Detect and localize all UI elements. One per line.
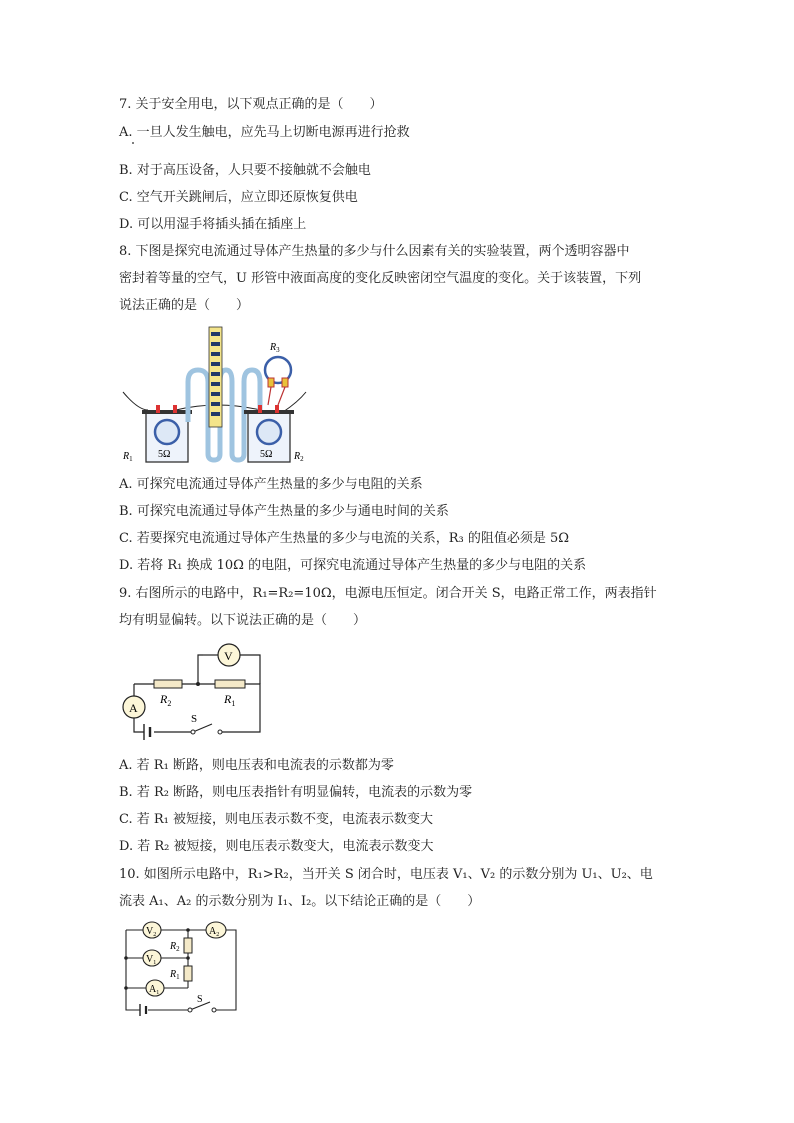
label-r2: $R_2$: [294, 451, 304, 463]
right-resistance-label: 5Ω: [260, 449, 273, 460]
left-terminal-2: [173, 405, 177, 413]
label-r2: $R_2$: [160, 692, 172, 708]
label-r1: $R_1$: [123, 451, 133, 463]
r3-terminal-1: [268, 378, 274, 387]
stray-dot: [132, 142, 134, 144]
r2-resistor: [184, 938, 192, 953]
v2-label: $V_2$: [146, 926, 157, 938]
left-resistance-label: 5Ω: [158, 449, 171, 460]
r3-lead-2: [278, 387, 285, 405]
a1-label: $A_1$: [149, 984, 160, 996]
right-lid: [244, 410, 294, 414]
q8-option-a[interactable]: A. 可探究电流通过导体产生热量的多少与电阻的关系: [119, 477, 423, 492]
right-terminal-1: [258, 405, 262, 413]
q8-stem-line1: 8. 下图是探究电流通过导体产生热量的多少与什么因素有关的实验装置，两个透明容器中: [119, 244, 630, 259]
r1-resistor: [184, 966, 192, 981]
q9-option-a[interactable]: A. 若 R₁ 断路，则电压表和电流表的示数都为零: [119, 758, 394, 773]
q7-stem: 7. 关于安全用电，以下观点正确的是（ ）: [119, 97, 383, 112]
q8-stem-line2: 密封着等量的空气，U 形管中液面高度的变化反映密闭空气温度的变化。关于该装置，下列: [119, 271, 642, 286]
q10-circuit-figure: [118, 918, 244, 1022]
q8-apparatus-figure: [118, 322, 318, 467]
q9-option-c[interactable]: C. 若 R₁ 被短接，则电压表示数不变，电流表示数变大: [119, 812, 434, 827]
wire-right: [283, 392, 306, 412]
q7-option-a[interactable]: A. 一旦人发生触电，应先马上切断电源再进行抢救: [119, 125, 410, 140]
q8-option-b[interactable]: B. 可探究电流通过导体产生热量的多少与通电时间的关系: [119, 504, 449, 519]
q7-option-d[interactable]: D. 可以用湿手将插头插在插座上: [119, 217, 307, 232]
v1-label: $V_1$: [146, 954, 157, 966]
r3-lead-1: [268, 387, 271, 405]
right-resistor-coil: [257, 420, 281, 444]
q10-stem-line2: 流表 A₁、A₂ 的示数分别为 I₁、I₂。以下结论正确的是（ ）: [119, 894, 481, 909]
q8-stem-line3: 说法正确的是（ ）: [119, 298, 250, 313]
ammeter-label: A: [129, 701, 138, 715]
r3-terminal-2: [282, 378, 288, 387]
left-lid: [142, 410, 192, 414]
label-r1: $R_1$: [224, 692, 236, 708]
q10-stem-line1: 10. 如图所示电路中，R₁>R₂，当开关 S 闭合时，电压表 V₁、V₂ 的示数分别为 U₁、U₂、电: [119, 867, 653, 882]
q8-option-c[interactable]: C. 若要探究电流通过导体产生热量的多少与电流的关系，R₃ 的阻值必须是 5Ω: [119, 531, 570, 546]
q7-option-b[interactable]: B. 对于高压设备，人只要不接触就不会触电: [119, 163, 371, 178]
label-r3: $R_3$: [270, 342, 280, 354]
q7-option-c[interactable]: C. 空气开关跳闸后，应立即还原恢复供电: [119, 190, 358, 205]
label-r1: $R_1$: [170, 969, 180, 981]
q9-option-d[interactable]: D. 若 R₂ 被短接，则电压表示数变大，电流表示数变大: [119, 839, 434, 854]
q9-stem-line2: 均有明显偏转。以下说法正确的是（ ）: [119, 613, 367, 628]
q9-circuit-figure: [118, 640, 268, 740]
voltmeter-label: V: [224, 649, 233, 663]
r2-resistor: [154, 680, 182, 688]
right-terminal-2: [275, 405, 279, 413]
switch-label: S: [191, 713, 198, 725]
label-r2: $R_2$: [170, 941, 180, 953]
left-resistor-coil: [155, 420, 179, 444]
q9-option-b[interactable]: B. 若 R₂ 断路，则电压表指针有明显偏转，电流表的示数为零: [119, 785, 473, 800]
a2-label: $A_2$: [209, 926, 220, 938]
r1-resistor: [215, 680, 245, 688]
switch-label: S: [197, 994, 203, 1005]
wire-left: [123, 392, 148, 410]
q9-stem-line1: 9. 右图所示的电路中，R₁=R₂=10Ω，电源电压恒定。闭合开关 S，电路正常工作，两表指针: [119, 586, 657, 601]
q8-option-d[interactable]: D. 若将 R₁ 换成 10Ω 的电阻，可探究电流通过导体产生热量的多少与电阻的关系: [119, 558, 587, 573]
left-terminal-1: [156, 405, 160, 413]
